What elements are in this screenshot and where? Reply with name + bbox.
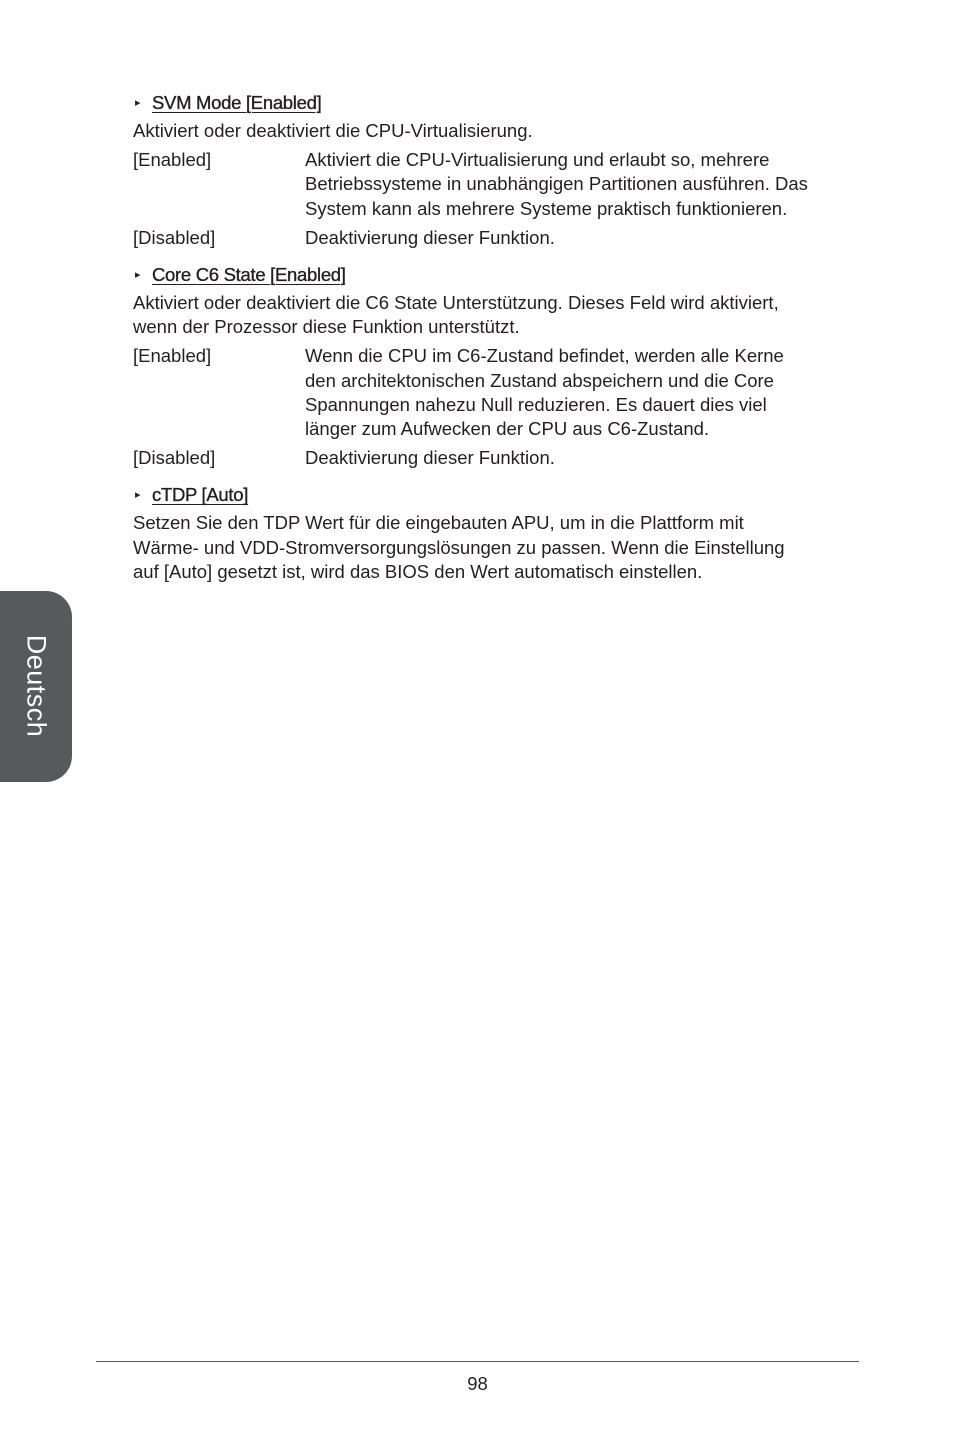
section-description — [133, 291, 863, 339]
description-line: auf [Auto] gesetzt ist, wird das BIOS den Wert automatisch einstellen. — [133, 560, 703, 582]
language-side-tab — [0, 591, 72, 782]
option-row-disabled — [133, 226, 863, 250]
section-title: Core C6 State [Enabled] — [152, 264, 346, 286]
option-key: [Enabled] — [133, 149, 212, 171]
description-line: Aktiviert oder deaktiviert die C6 State Unterstützung. Dieses Feld wird aktiviert, — [133, 292, 779, 314]
option-value-line: den architektonischen Zustand abspeichern und die Core — [305, 369, 774, 391]
triangle-right-icon: ▸ — [135, 269, 141, 282]
section-heading — [133, 263, 863, 287]
option-row-enabled — [133, 148, 863, 221]
option-value-line: System kann als mehrere Systeme praktisch funktionieren. — [305, 197, 788, 219]
section-title: SVM Mode [Enabled] — [152, 92, 322, 113]
description-line: Wärme- und VDD-Stromversorgungslösungen zu passen. Wenn die Einstellung — [133, 536, 785, 558]
triangle-right-icon: ▸ — [135, 489, 141, 502]
section-heading — [133, 91, 863, 115]
description-line: wenn der Prozessor diese Funktion unterstützt. — [133, 316, 520, 338]
section-ctdp — [133, 483, 863, 584]
option-key: [Disabled] — [133, 226, 216, 248]
page-number: 98 — [467, 1373, 488, 1394]
option-row-enabled — [133, 344, 863, 441]
option-value-line: Aktiviert die CPU-Virtualisierung und erlaubt so, mehrere — [305, 149, 770, 171]
side-tab-label: Deutsch — [21, 634, 52, 738]
option-value — [305, 226, 863, 250]
section-description — [133, 511, 863, 584]
section-description: Aktiviert oder deaktiviert die CPU-Virtualisierung. — [133, 120, 533, 141]
option-value-line: Spannungen nahezu Null reduzieren. Es dauert dies viel — [305, 393, 767, 415]
section-title: cTDP [Auto] — [152, 484, 249, 506]
option-value-line: Deaktivierung dieser Funktion. — [305, 226, 555, 248]
option-row-disabled — [133, 446, 863, 470]
option-value — [305, 344, 863, 441]
option-value-line: Betriebssysteme in unabhängigen Partitionen ausführen. Das — [305, 173, 808, 195]
option-key: [Disabled] — [133, 447, 216, 469]
footer-divider — [96, 1361, 859, 1362]
option-value-line: Deaktivierung dieser Funktion. — [305, 447, 555, 469]
option-value — [305, 148, 863, 221]
page-content — [133, 91, 863, 597]
option-key: [Enabled] — [133, 345, 212, 367]
option-value-line: Wenn die CPU im C6-Zustand befindet, werden alle Kerne — [305, 345, 784, 367]
section-heading — [133, 483, 863, 507]
triangle-right-icon: ▸ — [135, 97, 141, 109]
option-value-line: länger zum Aufwecken der CPU aus C6-Zustand. — [305, 418, 710, 440]
option-value — [305, 446, 863, 470]
section-svm-mode — [133, 91, 863, 250]
description-line: Setzen Sie den TDP Wert für die eingebauten APU, um in die Plattform mit — [133, 512, 744, 534]
section-core-c6-state — [133, 263, 863, 470]
